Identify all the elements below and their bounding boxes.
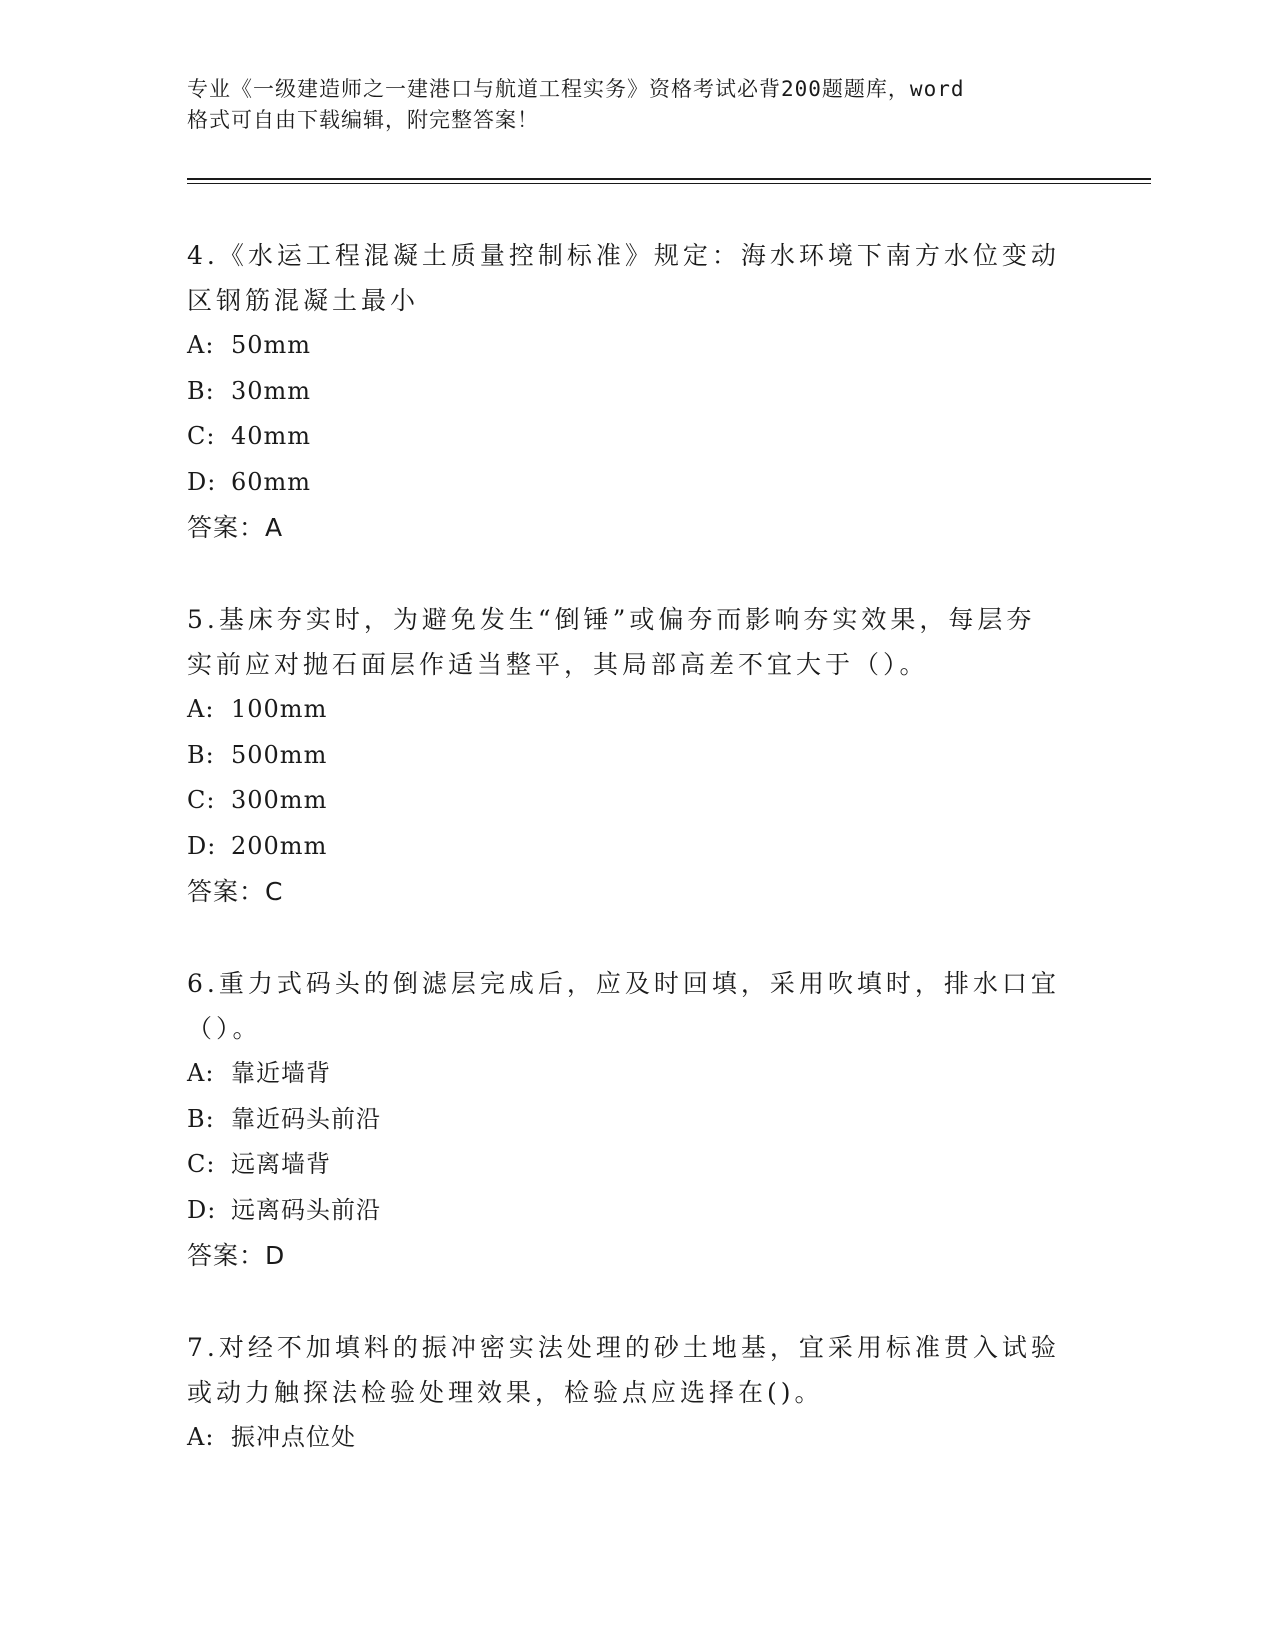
option-c [187, 778, 1067, 824]
option-text: 振冲点位处 [231, 1423, 356, 1451]
option-a [187, 323, 1067, 369]
option-d [187, 460, 1067, 506]
option-c [187, 1142, 1067, 1188]
header-divider-thick [187, 178, 1151, 180]
option-text: 远离墙背 [231, 1150, 331, 1178]
option-b [187, 1097, 1067, 1143]
answer-line: 答案：A [187, 513, 284, 542]
option-letter: C: [187, 422, 216, 450]
option-letter: C: [187, 786, 216, 814]
option-a [187, 687, 1067, 733]
header-title-line-2: 格式可自由下载编辑，附完整答案！ [187, 108, 539, 132]
question-4 [187, 233, 1067, 550]
question-stem-line: 4.《水运工程混凝土质量控制标准》规定：海水环境下南方水位变动 [187, 241, 1060, 270]
question-stem-line: 6.重力式码头的倒滤层完成后，应及时回填，采用吹填时，排水口宜 [187, 969, 1060, 998]
option-letter: B: [187, 376, 215, 405]
option-c [187, 414, 1067, 460]
option-text: 300mm [231, 786, 328, 814]
document-header [187, 74, 1067, 136]
option-d [187, 824, 1067, 870]
question-7 [187, 1325, 1067, 1461]
question-6 [187, 961, 1067, 1278]
option-d [187, 1188, 1067, 1234]
option-text: 40mm [231, 422, 312, 450]
option-text: 100mm [231, 695, 328, 723]
option-letter: D: [187, 831, 217, 860]
option-text: 200mm [231, 831, 328, 860]
header-title-line-1: 专业《一级建造师之一建港口与航道工程实务》资格考试必背200题题库，word [187, 77, 965, 101]
option-letter: D: [187, 467, 217, 496]
option-letter: A: [187, 1423, 215, 1451]
option-text: 靠近墙背 [231, 1059, 331, 1087]
option-a [187, 1415, 1067, 1461]
option-letter: B: [187, 1104, 215, 1133]
question-stem-line: 7.对经不加填料的振冲密实法处理的砂土地基，宜采用标准贯入试验 [187, 1333, 1060, 1362]
question-stem-line: 区钢筋混凝土最小 [187, 286, 420, 315]
option-letter: C: [187, 1150, 216, 1178]
header-divider-thin [187, 183, 1151, 184]
option-letter: D: [187, 1195, 217, 1224]
question-stem-line: 或动力触探法检验处理效果，检验点应选择在()。 [187, 1378, 824, 1407]
question-stem-line: （）。 [187, 1014, 262, 1043]
answer-line: 答案：D [187, 1241, 286, 1270]
option-text: 30mm [231, 376, 312, 405]
option-text: 60mm [231, 467, 312, 496]
question-5 [187, 597, 1067, 914]
option-text: 远离码头前沿 [231, 1195, 381, 1224]
option-b [187, 369, 1067, 415]
option-text: 50mm [231, 331, 312, 359]
option-letter: A: [187, 695, 215, 723]
answer-line: 答案：C [187, 877, 284, 906]
option-letter: A: [187, 1059, 215, 1087]
question-stem-line: 5.基床夯实时，为避免发生“倒锤”或偏夯而影响夯实效果，每层夯 [187, 605, 1036, 634]
option-letter: B: [187, 740, 215, 769]
question-stem-line: 实前应对抛石面层作适当整平，其局部高差不宜大于（）。 [187, 650, 929, 679]
option-b [187, 733, 1067, 779]
option-text: 靠近码头前沿 [231, 1104, 381, 1133]
option-text: 500mm [231, 740, 328, 769]
option-letter: A: [187, 331, 215, 359]
option-a [187, 1051, 1067, 1097]
